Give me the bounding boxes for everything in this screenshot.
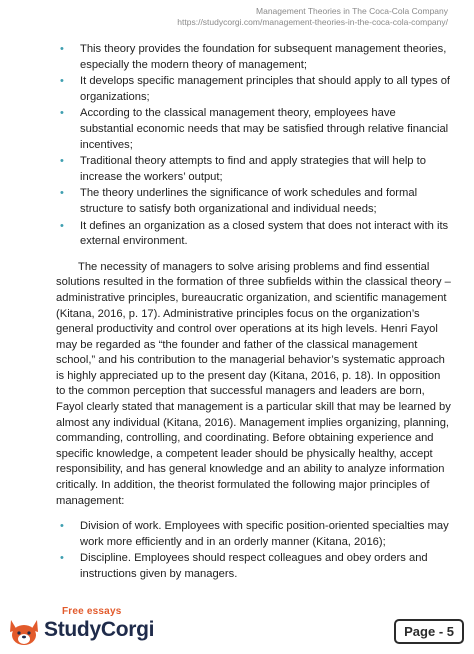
bullet-icon: • [60, 75, 64, 88]
page-header [177, 6, 448, 28]
list-item: • It develops specific management principles that should apply to all types of organizations; [60, 75, 451, 103]
list-item: • Traditional theory attempts to find and apply strategies that will help to increase the workers’ output; [60, 155, 426, 183]
free-essays-tagline: Free essays [62, 606, 122, 617]
document-title: Management Theories in The Coca-Cola Company [256, 6, 448, 16]
list-item: • Discipline. Employees should respect colleagues and obey orders and instructions given by managers. [60, 552, 428, 580]
list-item: • It defines an organization as a closed system that does not interact with its external environment. [60, 219, 449, 248]
bullet-icon: • [60, 187, 64, 200]
list-item: • Division of work. Employees with specific position-oriented specialties may work more efficiently and in an orderly manner (Kitana, 2016); [60, 520, 449, 548]
bullet-icon: • [60, 219, 64, 232]
list-item: • According to the classical management theory, employees have substantial economic needs that may be satisfied through relative financial incentives; [60, 107, 449, 151]
page-footer [0, 604, 474, 654]
bullet-list-top [56, 42, 452, 250]
bullet-icon: • [60, 43, 64, 55]
bullet-list-bottom [56, 519, 452, 582]
studycorgi-logo[interactable] [6, 606, 176, 648]
bullet-icon: • [60, 520, 64, 533]
brand-name: StudyCorgi [44, 618, 155, 641]
document-body [56, 42, 452, 584]
corgi-logo-icon [6, 616, 42, 646]
bullet-icon: • [60, 155, 64, 168]
body-paragraph: The necessity of managers to solve arising problems and find essential solutions resulted in the formation of three subfields within the classical theory – administrative principles, bureaucratic organization, and scientific management (Kitana, 2016, p. 17). Administrative principles focus on the organization’s general productivity and control over operations at its high levels. Henri Fayol may be regarded as “the founder and father of the classical management school,” and his contribution to the managerial behavior’s systematic approach is highly appreciated up to the present day (Kitana, 2016, p. 18). In opposition to the common perception that successful managers and leaders are born, Fayol clearly stated that management is a particular skill that may be learned by almost any individual (Kitana, 2016). Management implies organizing, planning, commanding, controlling, and coordinating. Before obtaining experience and specific knowledge, a competent leader should be physically healthy, accept responsibility, and has general knowledge and an ability to analyze information critically. In addition, the theorist formulated the following major principles of management: [56, 260, 451, 507]
list-item: • The theory underlines the significance of work schedules and formal structure to satisfy both organizational and individual needs; [60, 187, 418, 215]
bullet-icon: • [60, 552, 64, 565]
bullet-icon: • [60, 107, 64, 120]
page-number-badge: Page - 5 [394, 619, 464, 644]
list-item: • This theory provides the foundation for subsequent management theories, especially the modern theory of management; [60, 43, 447, 71]
document-url: https://studycorgi.com/management-theories-in-the-coca-cola-company/ [177, 17, 448, 27]
